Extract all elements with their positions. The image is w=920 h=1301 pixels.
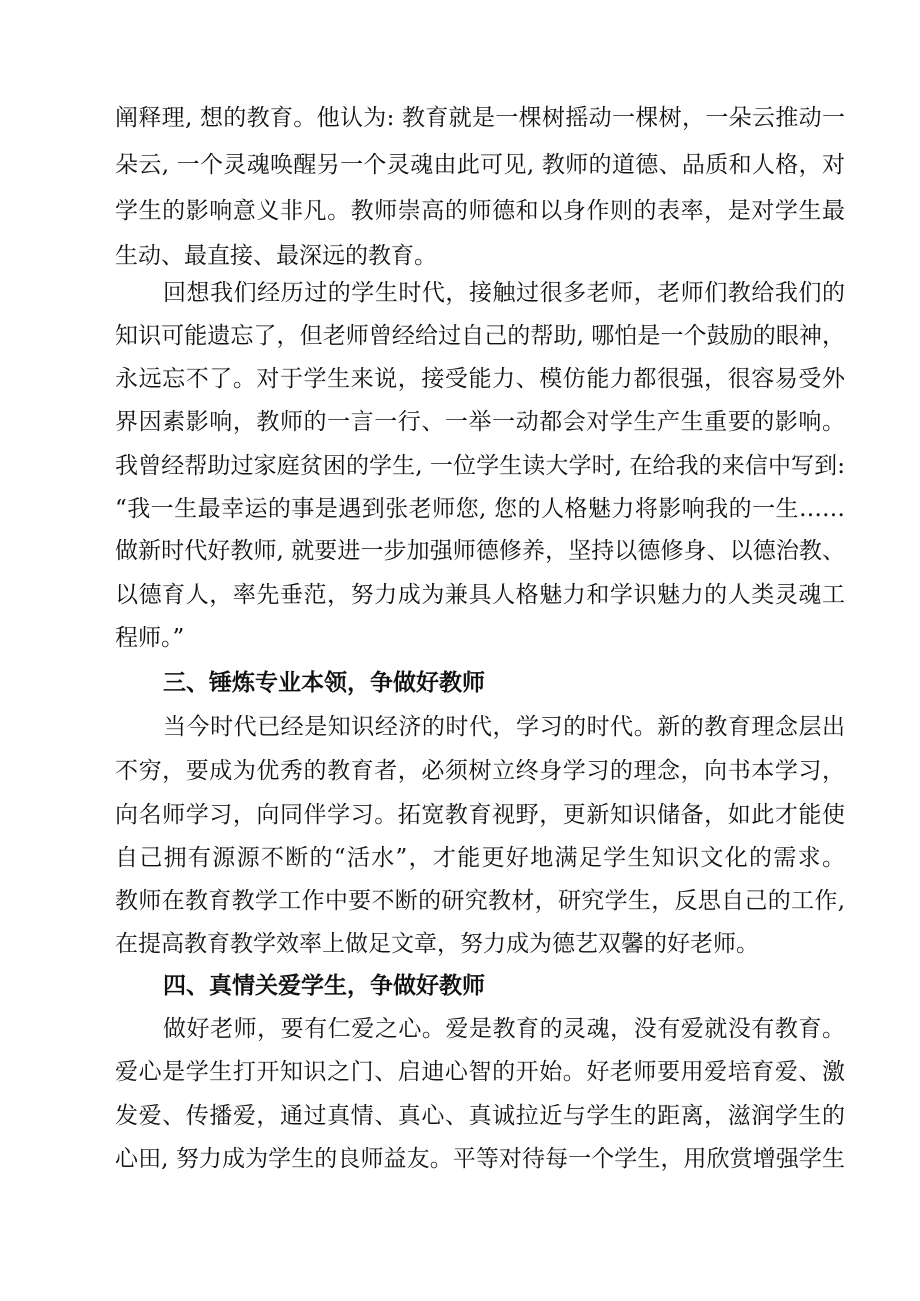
paragraph-line: 我曾经帮助过家庭贫困的学生, 一位学生读大学时, 在给我的来信中写到: (115, 453, 845, 479)
paragraph-line: 回想我们经历过的学生时代，接触过很多老师，老师们教给我们的 (163, 280, 845, 306)
paragraph-line: 爱心是学生打开知识之门、启迪心智的开始。好老师要用爱培育爱、激 (115, 1059, 845, 1085)
paragraph-line: 教师在教育教学工作中要不断的研究教材，研究学生，反思自己的工作, (115, 888, 845, 914)
paragraph-line: 界因素影响，教师的一言一行、一举一动都会对学生产生重要的影响。 (115, 409, 845, 435)
paragraph-line: 不穷，要成为优秀的教育者，必须树立终身学习的理念，向书本学习， (115, 758, 845, 784)
paragraph-line: 永远忘不了。对于学生来说，接受能力、模仿能力都很强，很容易受外 (115, 366, 845, 392)
paragraph-line: 做好老师，要有仁爱之心。爱是教育的灵魂，没有爱就没有教育。 (163, 1016, 845, 1042)
paragraph-line: 学生的影响意义非凡。教师崇高的师德和以身作则的表率，是对学生最 (115, 198, 845, 224)
paragraph-line: 朵云, 一个灵魂唤醒另一个灵魂由此可见, 教师的道德、品质和人格，对 (115, 152, 845, 178)
paragraph-line: 发爱、传播爱，通过真情、真心、真诚拉近与学生的距离，滋润学生的 (115, 1103, 845, 1129)
paragraph-line: 当今时代已经是知识经济的时代，学习的时代。新的教育理念层出 (163, 714, 845, 740)
paragraph-line: 以德育人，率先垂范，努力成为兼具人格魅力和学识魅力的人类灵魂工 (115, 582, 845, 608)
paragraph-line: “我一生最幸运的事是遇到张老师您, 您的人格魅力将影响我的一生…… (115, 496, 845, 522)
paragraph-line: 做新时代好教师, 就要进一步加强师德修养，坚持以德修身、以德治教、 (115, 538, 845, 564)
section-heading-three: 三、锤炼专业本领，争做好教师 (163, 669, 485, 696)
paragraph-line: 知识可能遗忘了，但老师曾经给过自己的帮助, 哪怕是一个鼓励的眼神， (115, 323, 845, 349)
paragraph-line: 生动、最直接、最深远的教育。 (115, 243, 437, 269)
paragraph-line: 程师。” (115, 625, 185, 651)
paragraph-line: 心田, 努力成为学生的良师益友。平等对待每一个学生，用欣赏增强学生 (115, 1146, 845, 1172)
paragraph-line: 在提高教育教学效率上做足文章，努力成为德艺双馨的好老师。 (115, 931, 759, 957)
paragraph-line: 阐释理, 想的教育。他认为: 教育就是一棵树摇动一棵树，一朵云推动一 (115, 105, 845, 131)
section-heading-four: 四、真情关爱学生，争做好教师 (163, 972, 485, 999)
paragraph-line: 自己拥有源源不断的“活水”，才能更好地满足学生知识文化的需求。 (115, 845, 845, 871)
paragraph-line: 向名师学习，向同伴学习。拓宽教育视野，更新知识储备，如此才能使 (115, 802, 845, 828)
